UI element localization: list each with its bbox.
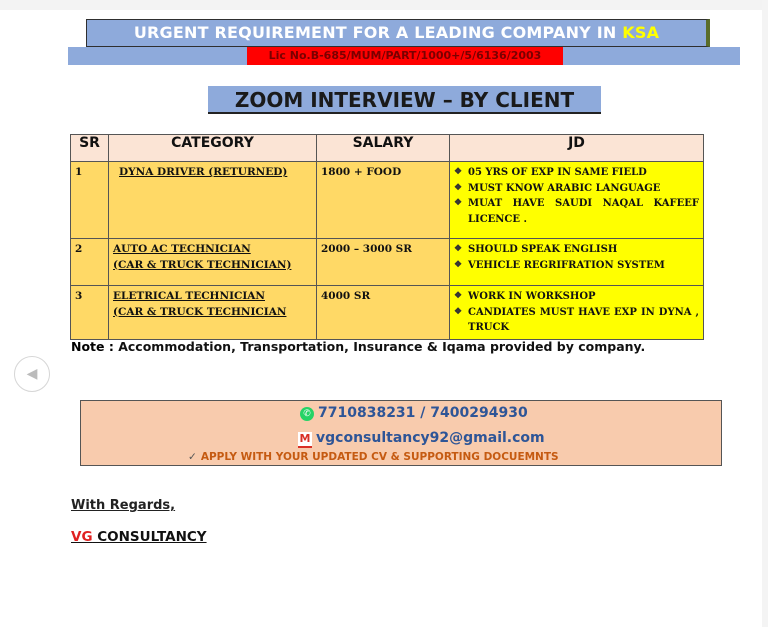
company-name bbox=[71, 529, 207, 545]
license-number: Lic No.B-685/MUM/PART/1000+/5/6136/2003 bbox=[247, 47, 563, 65]
header-jd: JD bbox=[450, 135, 704, 162]
apply-line bbox=[188, 451, 559, 463]
row-jd bbox=[450, 239, 704, 286]
company-prefix: VG bbox=[71, 529, 93, 545]
category-line: DYNA DRIVER (RETURNED) bbox=[119, 166, 288, 178]
row-sr: 2 bbox=[71, 239, 109, 286]
phone-line bbox=[300, 405, 528, 421]
note-label: Note : bbox=[71, 339, 119, 354]
title-highlight: KSA bbox=[622, 23, 660, 42]
title-main: URGENT REQUIREMENT FOR A LEADING COMPANY IN bbox=[133, 23, 623, 42]
table-row bbox=[71, 286, 704, 340]
header-salary: SALARY bbox=[317, 135, 450, 162]
regards-text: With Regards, bbox=[71, 498, 176, 513]
checkmark-icon: ✓ bbox=[188, 451, 197, 463]
jd-item: ❖ SHOULD SPEAK ENGLISH bbox=[454, 242, 699, 258]
category-subline: (CAR & TRUCK TECHNICIAN bbox=[113, 305, 287, 318]
note-body: Accommodation, Transportation, Insurance & Iqama provided by company. bbox=[118, 339, 646, 354]
right-border bbox=[762, 0, 768, 627]
category-line: ELETRICAL TECHNICIAN bbox=[113, 290, 265, 302]
interview-subtitle: ZOOM INTERVIEW – BY CLIENT bbox=[208, 86, 601, 114]
row-sr: 3 bbox=[71, 286, 109, 340]
header-category: CATEGORY bbox=[109, 135, 317, 162]
row-category bbox=[109, 162, 317, 239]
jobs-table bbox=[70, 134, 704, 340]
chevron-left-icon: ◀ bbox=[26, 366, 38, 382]
table-row bbox=[71, 239, 704, 286]
jd-item: ❖ 05 YRS OF EXP IN SAME FIELD bbox=[454, 165, 699, 181]
jd-item: ❖ CANDIATES MUST HAVE EXP IN DYNA , TRUCK bbox=[454, 305, 699, 336]
jd-item: ❖ MUAT HAVE SAUDI NAQAL KAFEEF LICENCE . bbox=[454, 196, 699, 227]
email-address[interactable]: vgconsultancy92@gmail.com bbox=[316, 430, 545, 446]
category-subline: (CAR & TRUCK TECHNICIAN) bbox=[113, 258, 292, 271]
row-salary: 1800 + FOOD bbox=[317, 162, 450, 239]
note-text bbox=[71, 339, 645, 354]
gmail-icon: M bbox=[298, 432, 312, 448]
row-jd bbox=[450, 162, 704, 239]
row-category bbox=[109, 239, 317, 286]
header-sr: SR bbox=[71, 135, 109, 162]
email-line bbox=[298, 430, 545, 448]
row-jd bbox=[450, 286, 704, 340]
title-banner bbox=[86, 19, 710, 47]
whatsapp-icon: ✆ bbox=[300, 407, 314, 421]
company-rest: CONSULTANCY bbox=[92, 529, 207, 545]
apply-text: APPLY WITH YOUR UPDATED CV & SUPPORTING DOCUEMNTS bbox=[200, 451, 559, 463]
top-border bbox=[0, 0, 768, 10]
row-salary: 2000 – 3000 SR bbox=[317, 239, 450, 286]
table-header-row bbox=[71, 135, 704, 162]
table-row bbox=[71, 162, 704, 239]
jd-item: ❖ VEHICLE REGRIFRATION SYSTEM bbox=[454, 258, 699, 274]
phone-numbers[interactable]: 7710838231 / 7400294930 bbox=[318, 405, 528, 421]
row-sr: 1 bbox=[71, 162, 109, 239]
previous-button[interactable] bbox=[14, 356, 50, 392]
jd-item: ❖ WORK IN WORKSHOP bbox=[454, 289, 699, 305]
contact-box bbox=[80, 400, 722, 466]
row-category bbox=[109, 286, 317, 340]
jd-item: ❖ MUST KNOW ARABIC LANGUAGE bbox=[454, 181, 699, 197]
row-salary: 4000 SR bbox=[317, 286, 450, 340]
category-line: AUTO AC TECHNICIAN bbox=[113, 243, 251, 255]
